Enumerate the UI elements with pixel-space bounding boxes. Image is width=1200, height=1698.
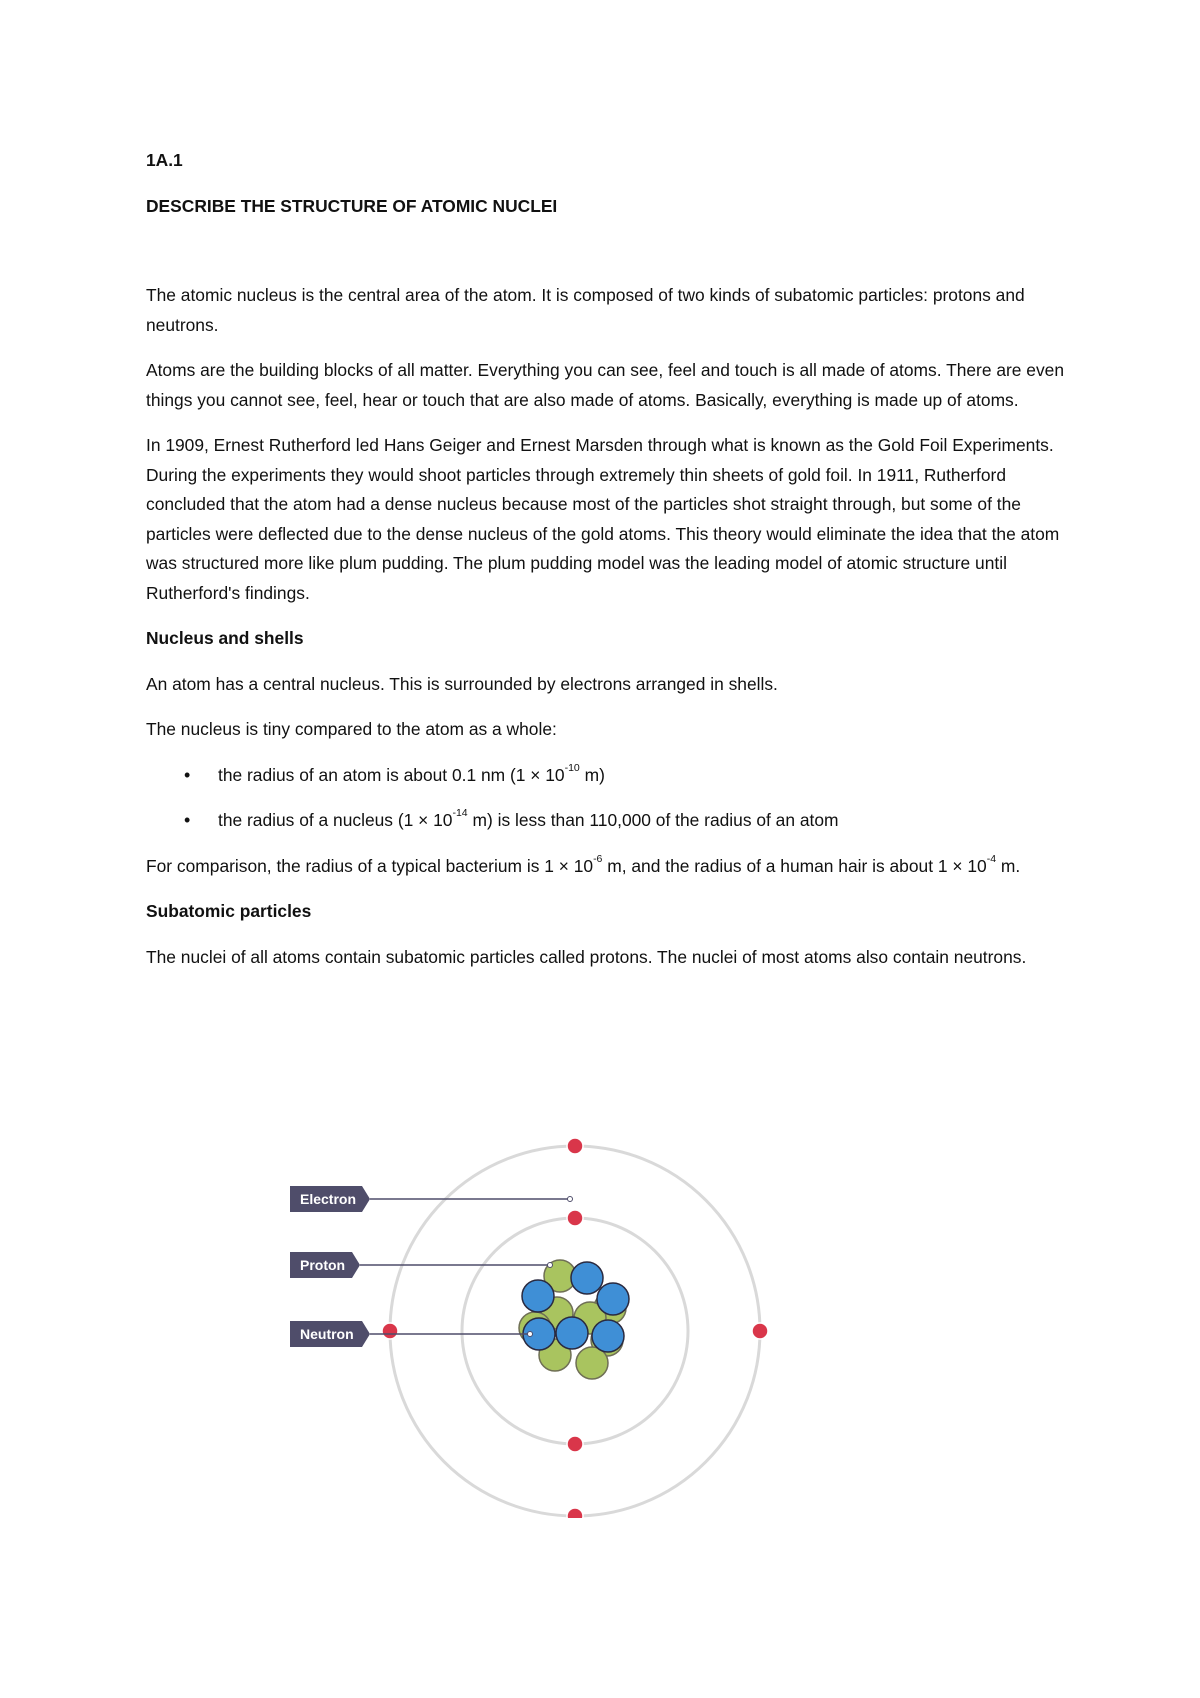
neutron-pointer-dot — [528, 1332, 533, 1337]
label-proton — [290, 1252, 360, 1278]
nucleus — [519, 1260, 629, 1379]
section-title: DESCRIBE THE STRUCTURE OF ATOMIC NUCLEI — [146, 195, 558, 216]
section-code: 1A.1 — [146, 150, 183, 170]
proton — [556, 1317, 588, 1349]
electron — [567, 1138, 583, 1154]
electron — [567, 1508, 583, 1518]
atom-diagram — [280, 1118, 780, 1518]
paragraph-nuclei: The nuclei of all atoms contain subatomic particles called protons. The nuclei of most atoms also contain neutrons. — [146, 946, 1027, 967]
proton — [571, 1262, 603, 1294]
paragraph-comparison: For comparison, the radius of a typical bacterium is $1 \times 10^{-6}$ m, and the radius of a human hair is about $1 \times 10^{-4}$ m. — [146, 852, 1021, 876]
proton — [597, 1283, 629, 1315]
proton — [522, 1280, 554, 1312]
label-electron — [290, 1186, 370, 1212]
electron — [567, 1436, 583, 1452]
list-item-nucleus-radius: • the radius of a nucleus ($1 \times 10^{-14}$ m) is less than 110,000 of the radius of an atom — [146, 806, 1066, 836]
document-body — [146, 146, 1066, 988]
paragraph-nucleus-tiny: The nucleus is tiny compared to the atom as a whole: — [146, 719, 557, 739]
paragraph-intro: The atomic nucleus is the central area of the atom. It is composed of two kinds of subatomic particles: protons and neutrons. — [146, 285, 1025, 335]
atom-diagram-svg — [280, 1118, 780, 1518]
radius-list — [146, 761, 1066, 836]
heading-nucleus-and-shells: Nucleus and shells — [146, 628, 304, 648]
label-proton-text: Proton — [300, 1257, 346, 1273]
electron — [752, 1323, 768, 1339]
proton-pointer-dot — [548, 1263, 553, 1268]
paragraph-rutherford: In 1909, Ernest Rutherford led Hans Geiger and Ernest Marsden through what is known as the Gold Foil Experiments. During the experiments they would shoot particles through extremely thin sheets of gold foil. In 1911, Rutherford concluded that the atom had a dense nucleus because most of the particles shot straight through, but some of the particles were deflected due to the dense nucleus of the gold atoms. This theory would eliminate the idea that the atom was structured more like plum pudding. The plum pudding model was the leading model of atomic structure until Rutherford's findings. — [146, 435, 1060, 603]
list-item-atom-radius: • the radius of an atom is about 0.1 nm ($1 \times 10^{-10}$ m) — [146, 761, 1066, 791]
electron — [567, 1210, 583, 1226]
bullet-icon: • — [184, 764, 191, 785]
paragraph-building-blocks: Atoms are the building blocks of all matter. Everything you can see, feel and touch is all made of atoms. There are even things you cannot see, feel, hear or touch that are also made of atoms. Basically, everything is made up of atoms. — [146, 360, 1065, 410]
electron — [382, 1323, 398, 1339]
paragraph-central-nucleus: An atom has a central nucleus. This is surrounded by electrons arranged in shells. — [146, 673, 778, 694]
proton — [592, 1320, 624, 1352]
label-electron-text: Electron — [300, 1191, 357, 1207]
electron-pointer-dot — [568, 1197, 573, 1202]
heading-subatomic-particles: Subatomic particles — [146, 901, 312, 921]
label-neutron-text: Neutron — [300, 1326, 354, 1342]
bullet-icon: • — [184, 810, 191, 830]
label-neutron — [290, 1321, 370, 1347]
